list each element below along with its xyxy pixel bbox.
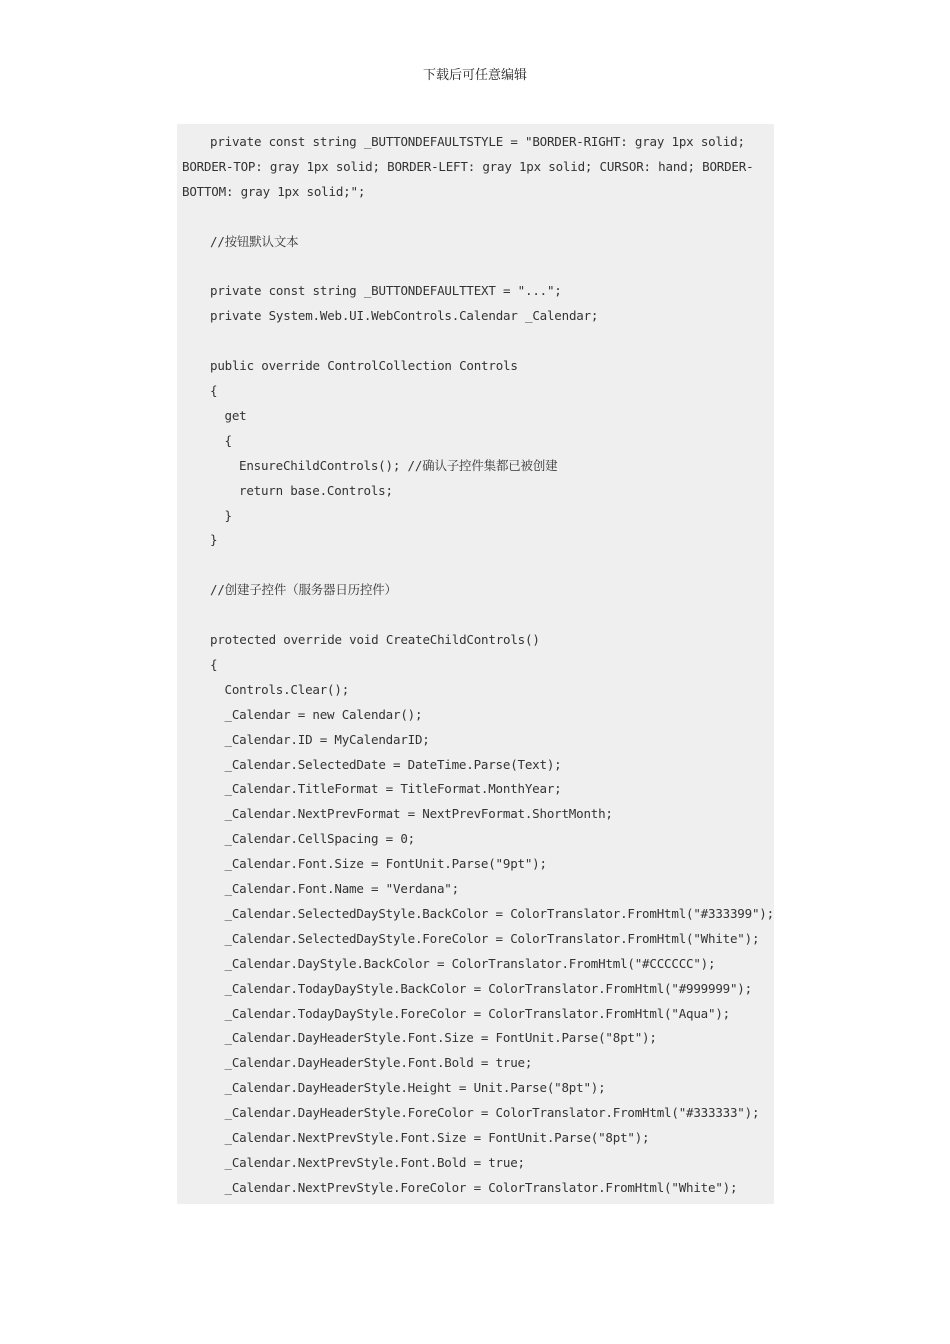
code-line: //按钮默认文本 [210,233,299,249]
code-line: { [210,383,218,398]
code-line: //创建子控件（服务器日历控件） [210,582,397,598]
blank-line [182,204,779,229]
code-line: private const string _BUTTONDEFAULTTEXT = "..."; [210,283,562,299]
code-line: _Calendar.SelectedDayStyle.ForeColor = ColorTranslator.FromHtml("White"); [224,930,760,946]
code-line: _Calendar.Font.Name = "Verdana"; [224,881,459,896]
blank-line [182,552,779,577]
code-line: _Calendar.DayHeaderStyle.Font.Size = FontUnit.Parse("8pt"); [224,1030,657,1046]
code-line: _Calendar.TodayDayStyle.BackColor = ColorTranslator.FromHtml("#999999"); [224,980,752,996]
code-line: private const string _BUTTONDEFAULTSTYLE = "BORDER-RIGHT: gray 1px solid; [210,134,745,149]
code-line: _Calendar = new Calendar(); [224,706,423,722]
blank-line [182,328,779,353]
code-line: _Calendar.NextPrevStyle.Font.Size = FontUnit.Parse("8pt"); [224,1130,650,1145]
code-line: _Calendar.DayHeaderStyle.ForeColor = ColorTranslator.FromHtml("#333333"); [224,1105,760,1121]
code-line: _Calendar.NextPrevStyle.Font.Bold = true; [224,1154,525,1170]
blank-line [182,254,779,279]
code-line: _Calendar.NextPrevStyle.ForeColor = ColorTranslator.FromHtml("White"); [224,1179,738,1195]
code-line: _Calendar.CellSpacing = 0; [224,831,415,847]
code-line: } [210,532,218,548]
code-line: _Calendar.NextPrevFormat = NextPrevFormat.ShortMonth; [224,806,613,822]
code-line: { [210,656,218,672]
code-line: protected override void CreateChildControls() [210,632,540,647]
code-line: return base.Controls; [239,482,393,498]
code-line: get [224,407,247,423]
code-line: EnsureChildControls(); //确认子控件集都已被创建 [239,457,558,473]
code-line: { [224,432,232,448]
code-line: _Calendar.DayHeaderStyle.Font.Bold = true; [224,1055,533,1071]
code-line: _Calendar.TitleFormat = TitleFormat.MonthYear; [224,781,562,797]
code-line: _Calendar.DayHeaderStyle.Height = Unit.Parse("8pt"); [224,1080,606,1096]
code-line: } [224,507,232,523]
code-line: BOTTOM: gray 1px solid;"; [182,183,366,199]
code-line: BORDER-TOP: gray 1px solid; BORDER-LEFT: gray 1px solid; CURSOR: hand; BORDER- [182,158,754,174]
code-line: private System.Web.UI.WebControls.Calendar _Calendar; [210,308,599,324]
code-line: _Calendar.SelectedDayStyle.BackColor = ColorTranslator.FromHtml("#333399"); [224,905,774,921]
code-line: _Calendar.ID = MyCalendarID; [224,731,430,747]
blank-line [182,602,779,627]
code-line: _Calendar.Font.Size = FontUnit.Parse("9pt"); [224,856,547,872]
page-header: 下载后可任意编辑 [422,68,527,83]
code-line: Controls.Clear(); [224,681,350,697]
code-line: public override ControlCollection Controls [210,358,518,374]
code-block [177,124,774,1204]
code-line: _Calendar.DayStyle.BackColor = ColorTranslator.FromHtml("#CCCCCC"); [224,955,716,971]
code-line: _Calendar.SelectedDate = DateTime.Parse(Text); [224,756,562,772]
code-line: _Calendar.TodayDayStyle.ForeColor = ColorTranslator.FromHtml("Aqua"); [224,1005,730,1021]
